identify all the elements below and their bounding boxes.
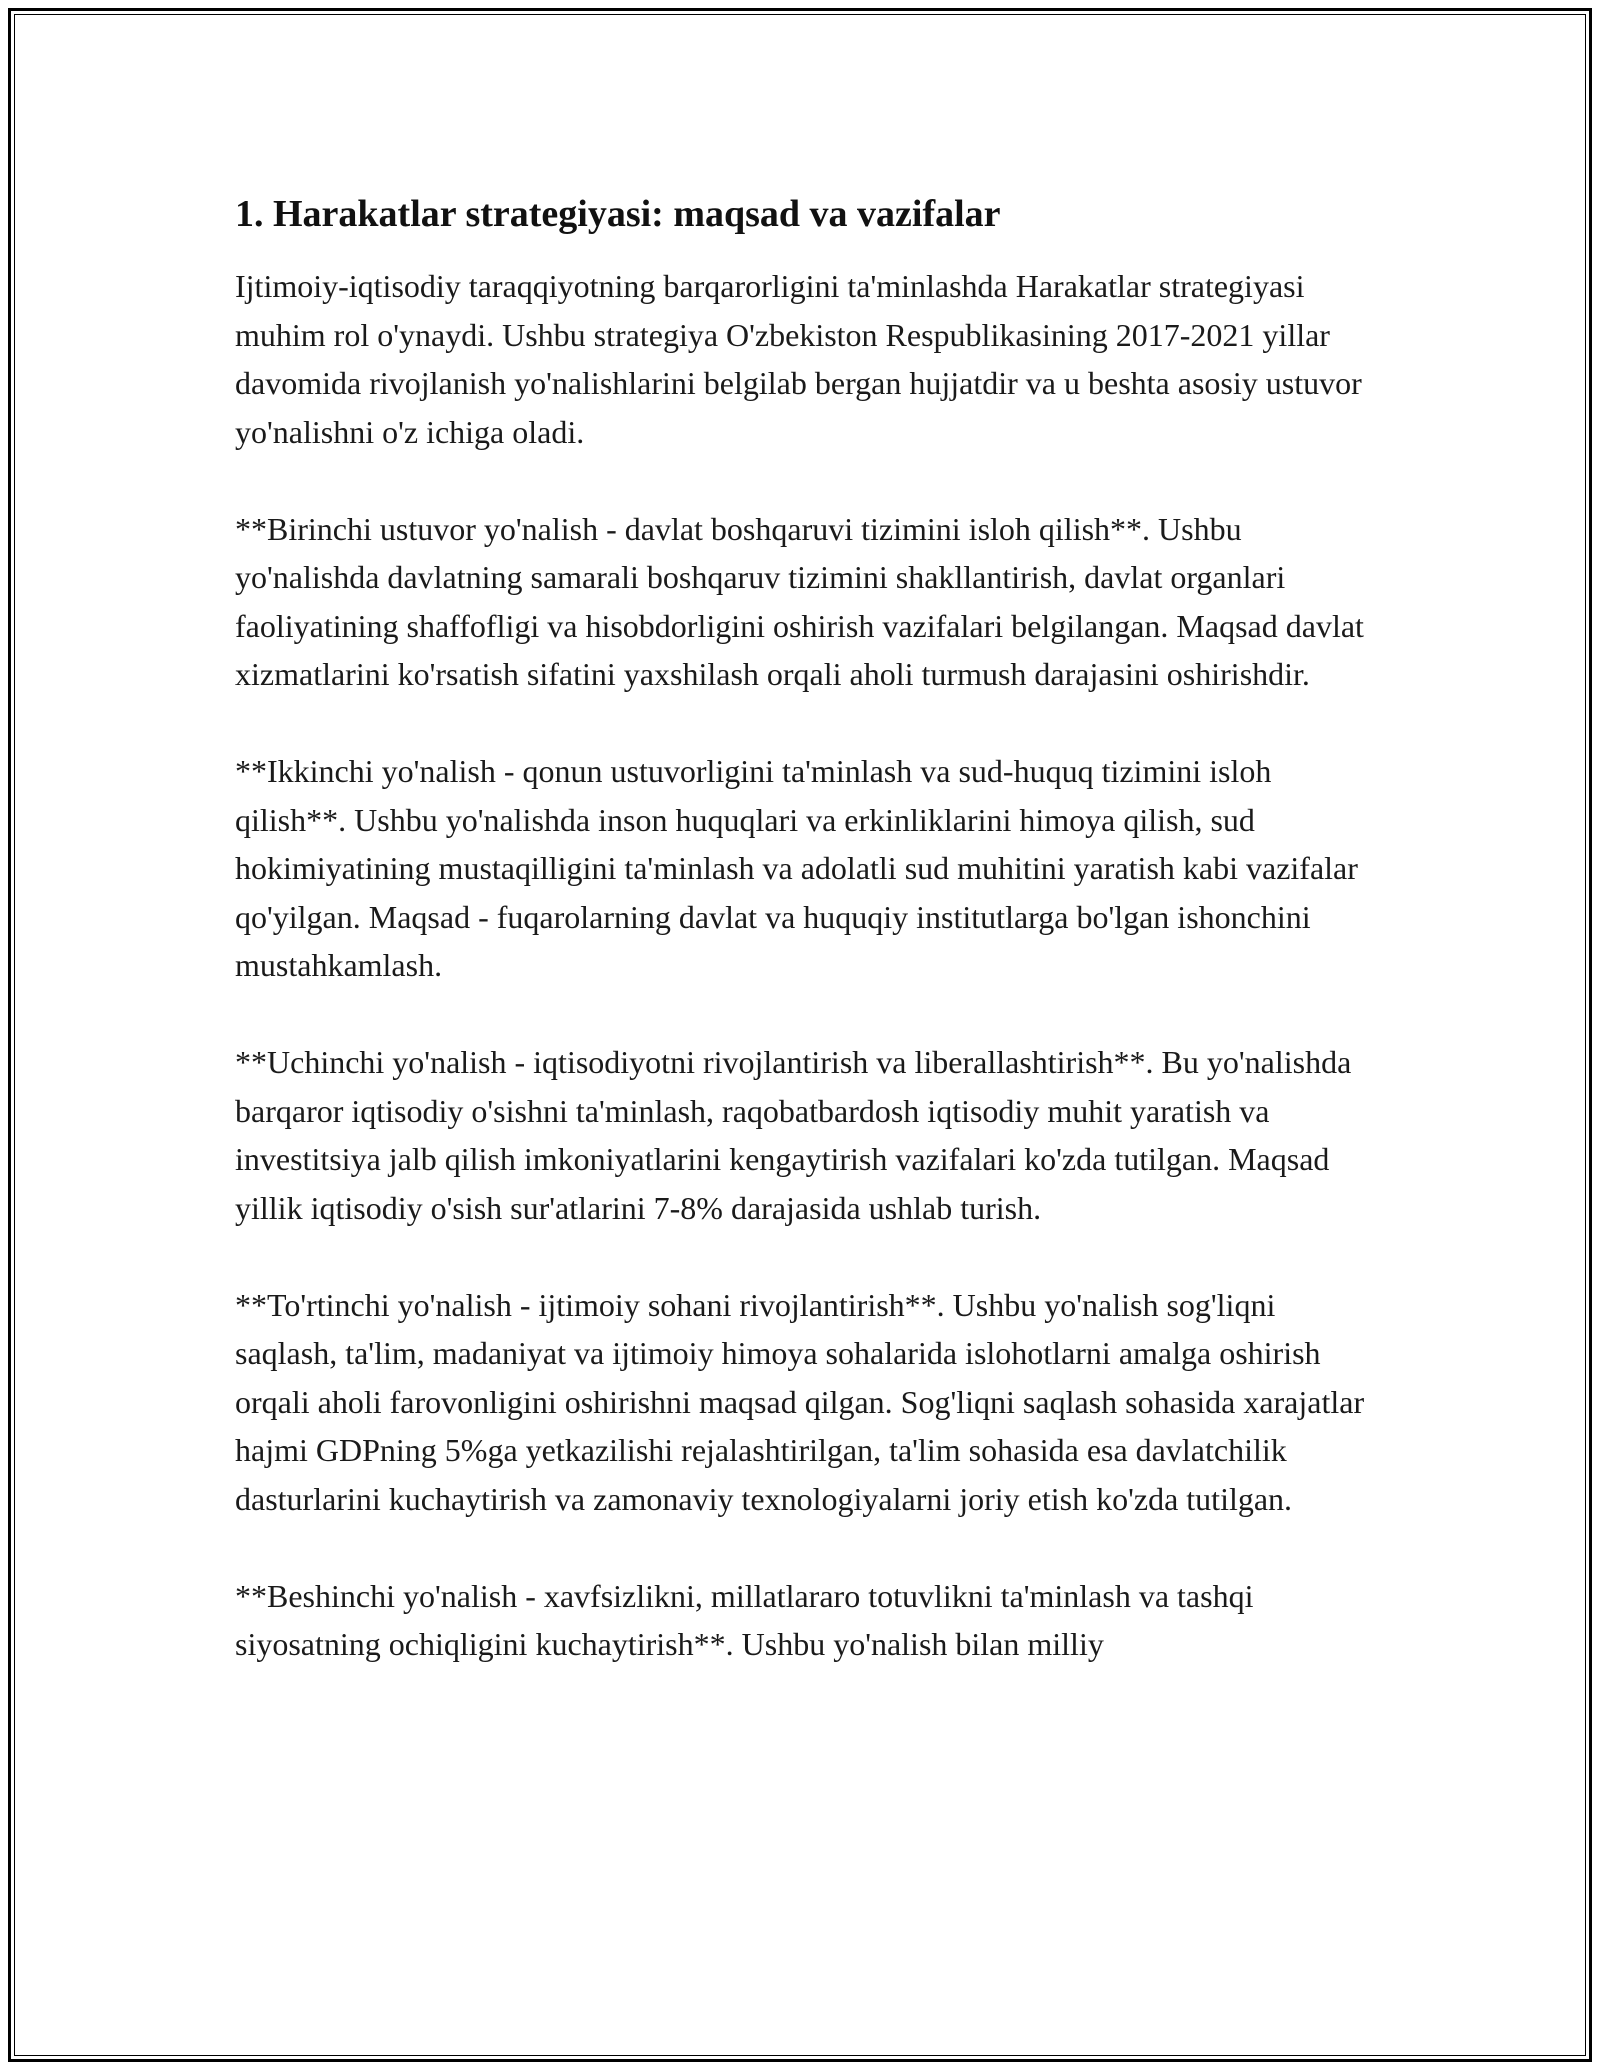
paragraph-first-priority: **Birinchi ustuvor yo'nalish - davlat boshqaruvi tizimini isloh qilish**. Ushbu yo'nalishda davlatning samarali boshqaruv tizimini shakllantirish, davlat organlari faoliyatining shaffofligi va hisobdorligini oshirish vazifalari belgilangan. Maqsad davlat xizmatlarini ko'rsatish sifatini yaxshilash orqali aholi turmush darajasini oshirishdir. xyxy=(235,510,1364,692)
paragraph-fifth-priority: **Beshinchi yo'nalish - xavfsizlikni, millatlararo totuvlikni ta'minlash va tashqi siyosatning ochiqligini kuchaytirish**. Ushbu yo'nalish bilan milliy xyxy=(235,1577,1254,1662)
paragraph-second-priority: **Ikkinchi yo'nalish - qonun ustuvorligini ta'minlash va sud-huquq tizimini isloh qilish**. Ushbu yo'nalishda inson huquqlari va erkinliklarini himoya qilish, sud hokimiyatining mustaqilligini ta'minlash va adolatli sud muhitini yaratish kabi vazifalar qo'yilgan. Maqsad - fuqarolarning davlat va huquqiy institutlarga bo'lgan ishonchini mustahkamlash. xyxy=(235,753,1358,983)
section-heading: 1. Harakatlar strategiyasi: maqsad va vazifalar xyxy=(235,193,1001,235)
paragraph-fourth-priority: **To'rtinchi yo'nalish - ijtimoiy sohani rivojlantirish**. Ushbu yo'nalish sog'liqni saqlash, ta'lim, madaniyat va ijtimoiy himoya sohalarida islohotlarni amalga oshirish orqali aholi farovonligini oshirishni maqsad qilgan. Sog'liqni saqlash sohasida xarajatlar hajmi GDPning 5%ga yetkazilishi rejalashtirilgan, ta'lim sohasida esa davlatchilik dasturlarini kuchaytirish va zamonaviy texnologiyalarni joriy etish ko'zda tutilgan. xyxy=(235,1286,1365,1517)
intro-paragraph: Ijtimoiy-iqtisodiy taraqqiyotning barqarorligini ta'minlashda Harakatlar strategiyasi muhim rol o'ynaydi. Ushbu strategiya O'zbekiston Respublikasining 2017-2021 yillar davomida rivojlanish yo'nalishlarini belgilab bergan hujjatdir va u beshta asosiy ustuvor yo'nalishni o'z ichiga oladi. xyxy=(235,268,1362,450)
document-content xyxy=(235,186,1365,1669)
paragraph-third-priority: **Uchinchi yo'nalish - iqtisodiyotni rivojlantirish va liberallashtirish**. Bu yo'nalishda barqaror iqtisodiy o'sishni ta'minlash, raqobatbardosh iqtisodiy muhit yaratish va investitsiya jalb qilish imkoniyatlarini kengaytirish vazifalari ko'zda tutilgan. Maqsad yillik iqtisodiy o'sish sur'atlarini 7-8% darajasida ushlab turish. xyxy=(235,1044,1352,1226)
